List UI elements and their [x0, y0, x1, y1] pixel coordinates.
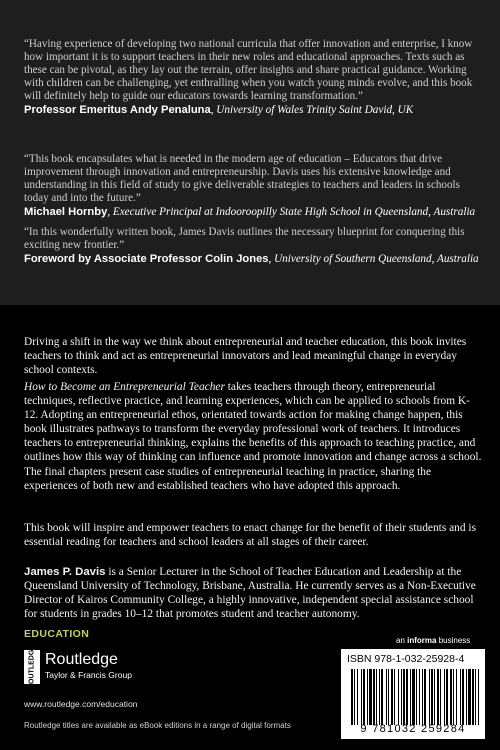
quote-attribution: Foreword by Associate Professor Colin Jones, University of Southern Queensland, Australia: [24, 252, 479, 265]
barcode-bar: [453, 669, 454, 725]
barcode-bar: [363, 669, 365, 725]
barcode-bar: [410, 669, 411, 725]
barcode-bar: [440, 669, 441, 725]
barcode-bar: [429, 669, 430, 725]
quote-author: Professor Emeritus Andy Penaluna: [24, 103, 211, 116]
barcode-bar: [416, 669, 417, 725]
barcode-digits: 9 781032 259284: [360, 723, 466, 735]
quote-text: “This book encapsulates what is needed in the modern age of education – Educators that drive improvement through innovation and entrepreneurship. Davis uses his extensive knowledge and understanding in this field of study to give deliverable strategies to teachers and leaders in schools today and into the future.”: [24, 153, 460, 204]
barcode-bar: [431, 669, 433, 725]
publisher-url: www.routledge.com/education: [24, 699, 138, 709]
routledge-logo-icon: ROUTLEDGE: [24, 650, 40, 684]
barcode-bar: [401, 669, 402, 725]
barcode-bar: [478, 669, 479, 725]
publisher-name: Routledge: [45, 651, 118, 668]
barcode-bar: [472, 669, 474, 725]
isbn-barcode: [341, 649, 485, 739]
author-name: James P. Davis: [24, 566, 106, 578]
barcode-bar: [456, 669, 457, 725]
barcode-bar: [466, 669, 467, 725]
quote-affiliation: Executive Principal at Indooroopilly State High School in Queensland, Australia: [112, 205, 476, 218]
barcode-bar: [373, 669, 375, 725]
quote-attribution: Michael Hornby, Executive Principal at Indooroopilly State High School in Queensland, Australia: [24, 205, 476, 218]
barcode-bar: [422, 669, 423, 725]
description-paragraph: How to Become an Entrepreneurial Teacher takes teachers through theory, entrepreneurial techniques, reflective practice, and learning experiences, which can be applied to schools from K-12. Adopting an entrepreneurial ethos, orientated towards action for making change happen, this book illustrates pathways to transform the everyday professional work of teachers. It introduces teachers to entrepreneurial thinking, explains the benefits of this approach to teaching practice, and outlines how this way of thinking can influence and promote innovation and change across a school. The final chapters present case studies of entrepreneurial teaching in practice, sharing the experiences of both new and established teachers who have adopted this approach.: [24, 381, 482, 492]
quote-affiliation: University of Wales Trinity Saint David, UK: [216, 103, 414, 116]
barcode-bar: [379, 669, 380, 725]
endorsements-panel: [0, 0, 500, 305]
book-title: How to Become an Entrepreneurial Teacher: [24, 381, 225, 393]
barcode-bar: [412, 669, 415, 725]
quote-author: Foreword by Associate Professor Colin Jones: [24, 252, 269, 265]
publisher-group: Taylor & Francis Group: [45, 670, 132, 680]
barcode-bar: [403, 669, 405, 725]
endorsement-quote: [24, 226, 482, 266]
informa-tag: an informa business: [396, 636, 471, 645]
barcode-bar: [419, 669, 420, 725]
barcode-bar: [424, 669, 426, 725]
barcode-bars-icon: [351, 669, 479, 725]
barcode-bar: [386, 669, 387, 725]
description-paragraph: Driving a shift in the way we think about entrepreneurial and teacher education, this book invites teachers to think and act as entrepreneurial innovators and lead meaningful change in everyday school contexts.: [24, 336, 467, 377]
barcode-bar: [376, 669, 377, 725]
ebook-note: Routledge titles are available as eBook editions in a range of digital formats: [24, 721, 291, 730]
barcode-bar: [381, 669, 383, 725]
barcode-bar: [434, 669, 435, 725]
quote-text: “In this wonderfully written book, James Davis outlines the necessary blueprint for conquering this exciting new frontier.”: [24, 226, 465, 251]
barcode-bar: [460, 669, 461, 725]
quote-author: Michael Hornby: [24, 205, 108, 218]
author-bio: James P. Davis is a Senior Lecturer in the School of Teacher Education and Leadership at the Queensland University of Technology, Brisbane, Australia. He currently serves as a Non-Executive Director of Kairos Community College, a highly innovative, independent special assistance school for students in grades 10–12 that promotes student and teacher autonomy.: [24, 566, 476, 621]
barcode-bar: [475, 669, 476, 725]
barcode-bar: [450, 669, 452, 725]
barcode-bar: [354, 669, 355, 725]
endorsement-quote: [24, 38, 482, 116]
barcode-bar: [367, 669, 368, 725]
barcode-bar: [468, 669, 471, 725]
barcode-bar: [398, 669, 399, 725]
barcode-bar: [406, 669, 408, 725]
barcode-bar: [444, 669, 445, 725]
quote-attribution: Professor Emeritus Andy Penaluna, University of Wales Trinity Saint David, UK: [24, 103, 414, 116]
barcode-bar: [437, 669, 439, 725]
barcode-bar: [369, 669, 372, 725]
barcode-bar: [394, 669, 395, 725]
subject-category: EDUCATION: [24, 628, 90, 640]
quote-text: “Having experience of developing two national curricula that offer innovation and enterprise, I know how important it is to support teachers in their new roles and educational approaches. Texts such as these can be pivotal, as they lay out the terrain, offer insights and share practical guidance. Working with children can be challenging, yet enthralling when you watch young minds evolve, and this book will definitely help to guide our educators towards learning transformation.”: [24, 38, 473, 102]
barcode-bar: [351, 669, 353, 725]
barcode-bar: [361, 669, 362, 725]
endorsement-quote: [24, 153, 482, 219]
quote-affiliation: University of Southern Queensland, Australia: [274, 252, 479, 265]
barcode-bar: [388, 669, 389, 725]
barcode-bar: [462, 669, 464, 725]
barcode-bar: [446, 669, 448, 725]
barcode-bar: [357, 669, 358, 725]
barcode-bar: [391, 669, 393, 725]
description-paragraph: This book will inspire and empower teachers to enact change for the benefit of their students and is essential reading for teachers and school leaders at all stages of their career.: [24, 522, 477, 549]
isbn-label: ISBN 978-1-032-25928-4: [347, 653, 465, 665]
